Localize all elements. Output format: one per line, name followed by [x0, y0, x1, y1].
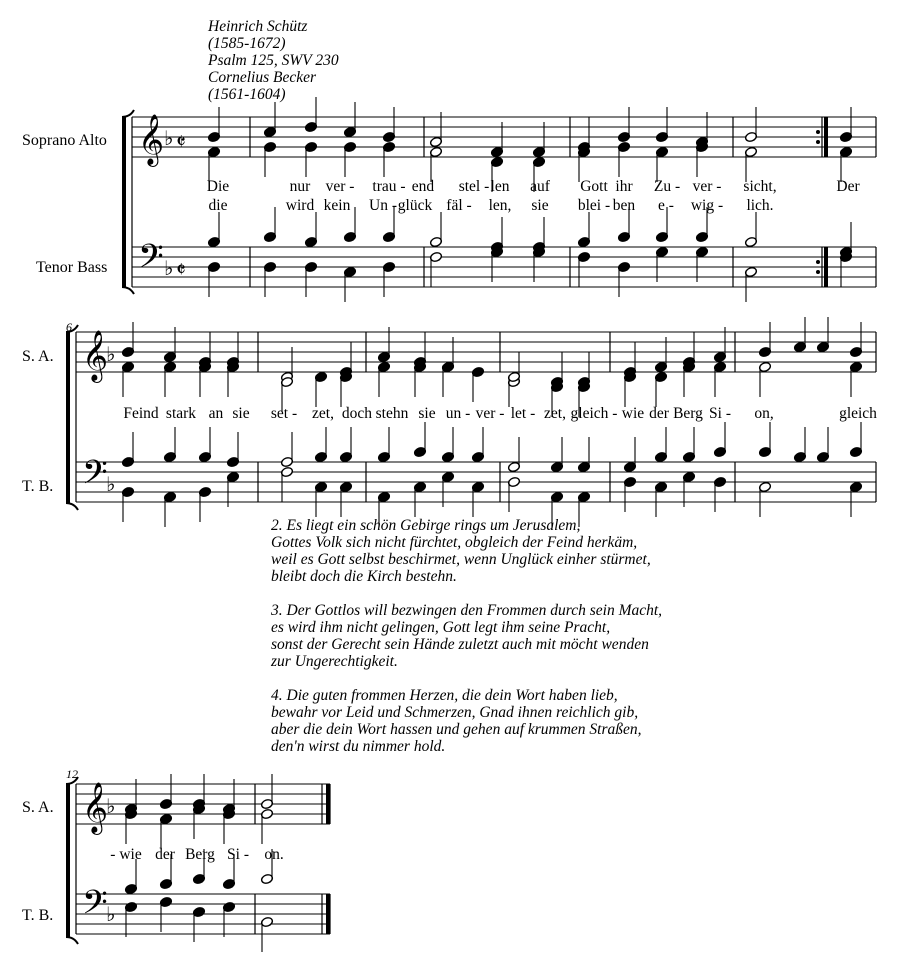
lyric-syllable: un -: [445, 405, 471, 422]
lyric-syllable: die: [208, 197, 228, 214]
lyric-syllable: len: [490, 178, 510, 195]
measure-number-12: 12: [66, 767, 78, 781]
verse-line: 4. Die guten frommen Herzen, die dein Wort haben lieb,: [271, 687, 618, 704]
lyric-syllable: wig -: [690, 197, 724, 214]
lyric-syllable: lich.: [746, 197, 774, 214]
svg-text:𝄞: 𝄞: [82, 782, 109, 833]
lyric-syllable: on.: [264, 846, 284, 863]
lyric-syllable: ben: [612, 197, 636, 214]
lyric-syllable: Zu -: [653, 178, 681, 195]
lyrics-line-2: [209, 197, 774, 214]
lyric-syllable: zet,: [312, 405, 334, 422]
lyric-syllable: gleich: [839, 405, 877, 422]
measure-number-6: 6: [66, 320, 72, 334]
svg-text:♭: ♭: [164, 256, 174, 280]
lyric-syllable: e -: [658, 197, 674, 214]
verse-line: weil es Gott selbst beschirmet, wenn Unglück einher stürmet,: [271, 551, 651, 568]
lyric-syllable: sicht,: [743, 178, 777, 195]
lyric-syllable: ver -: [325, 178, 355, 195]
verse-line: bleibt doch die Kirch bestehn.: [271, 568, 457, 585]
lyric-syllable: let -: [510, 405, 536, 422]
lyric-syllable: wird: [285, 197, 315, 214]
verse-line: Gottes Volk sich nicht fürchtet, obgleich der Feind herkäm,: [271, 534, 638, 551]
verse-2: [271, 517, 662, 585]
lyric-syllable: on,: [754, 405, 774, 422]
instrument-label-upper: Soprano Alto: [22, 132, 107, 149]
lyric-syllable: glück: [397, 197, 433, 214]
svg-text:𝄞: 𝄞: [82, 330, 109, 381]
verse-line: sonst der Gerecht sein Hände zuletzt auch mit möcht wenden: [271, 636, 649, 653]
svg-text:♭: ♭: [164, 126, 174, 150]
lyric-syllable: Si -: [227, 846, 249, 863]
lyric-syllable: Die: [206, 178, 230, 195]
lyricist-dates: (1561-1604): [208, 86, 286, 103]
instrument-label-upper-short: S. A.: [22, 348, 54, 365]
verses: [271, 517, 662, 772]
verse-line: 2. Es liegt ein schön Gebirge rings um Jerusalem,: [271, 517, 581, 534]
lyric-syllable: - wie: [110, 846, 142, 863]
lyric-syllable: end: [411, 178, 435, 195]
lyric-syllable: nur: [289, 178, 311, 195]
lyric-syllable: zet,: [544, 405, 566, 422]
verse-line: den'n wirst du nimmer hold.: [271, 738, 446, 755]
svg-text:♭: ♭: [106, 342, 116, 366]
lyric-syllable: gleich -: [570, 405, 618, 422]
lyrics-system-2: [123, 405, 877, 422]
svg-text:𝄢: 𝄢: [82, 884, 108, 930]
lyricist-name: Cornelius Becker: [208, 69, 317, 86]
lyric-syllable: ver -: [692, 178, 722, 195]
lyric-syllable: an: [208, 405, 224, 422]
cut-time-signature-icon: [176, 130, 186, 283]
lyric-syllable: ver -: [475, 405, 505, 422]
instrument-label-lower: Tenor Bass: [36, 259, 108, 276]
svg-text:𝄵: 𝄵: [176, 130, 186, 155]
lyric-syllable: stel -: [458, 178, 490, 195]
lyric-syllable: ihr: [615, 178, 633, 195]
lyric-syllable: Un -: [369, 197, 397, 214]
lyric-syllable: kein: [323, 197, 351, 214]
lyric-syllable: set -: [270, 405, 298, 422]
lyric-syllable: auf: [530, 178, 550, 195]
lyric-syllable: wie: [621, 405, 645, 422]
lyric-syllable: stehn: [375, 405, 409, 422]
lyric-syllable: sie: [232, 405, 250, 422]
lyrics-system-3: [110, 846, 283, 863]
lyric-syllable: Berg: [673, 405, 703, 422]
verse-line: 3. Der Gottlos will bezwingen den Frommen durch sein Macht,: [271, 602, 663, 619]
svg-text:♭: ♭: [106, 472, 116, 496]
lyric-syllable: trau -: [372, 178, 406, 195]
svg-text:𝄞: 𝄞: [138, 114, 165, 165]
instrument-label-lower-short-2: T. B.: [22, 907, 54, 924]
svg-text:𝄢: 𝄢: [82, 454, 108, 500]
lyric-syllable: Berg: [185, 846, 215, 863]
instrument-label-lower-short: T. B.: [22, 478, 54, 495]
lyric-syllable: doch: [341, 405, 373, 422]
lyric-syllable: der: [155, 846, 175, 863]
svg-text:𝄵: 𝄵: [176, 258, 186, 283]
verse-3: [271, 602, 662, 670]
lyric-syllable: Feind: [123, 405, 159, 422]
lyric-syllable: stark: [165, 405, 197, 422]
work-title: Psalm 125, SWV 230: [208, 52, 339, 69]
verse-4: [271, 687, 662, 755]
lyric-syllable: len,: [488, 197, 512, 214]
lyric-syllable: der: [649, 405, 669, 422]
verse-line: bewahr vor Leid und Schmerzen, Gnad ihnen reichlich gib,: [271, 704, 639, 721]
lyric-syllable: blei -: [577, 197, 611, 214]
svg-text:♭: ♭: [106, 794, 116, 818]
lyric-syllable: sie: [531, 197, 549, 214]
lyrics-line-1: [207, 178, 861, 195]
lyric-syllable: sie: [418, 405, 436, 422]
lyric-syllable: fäl -: [446, 197, 472, 214]
composer-name: Heinrich Schütz: [208, 18, 308, 35]
svg-text:𝄢: 𝄢: [138, 238, 164, 284]
verse-line: zur Ungerechtigkeit.: [271, 653, 398, 670]
composer-dates: (1585-1672): [208, 35, 286, 52]
verse-line: es wird ihm nicht gelingen, Gott legt ihm seine Pracht,: [271, 619, 611, 636]
lyric-syllable: Gott: [580, 178, 608, 195]
lyric-syllable: Der: [836, 178, 860, 195]
verse-line: aber die dein Wort hassen und gehen auf krummen Straßen,: [271, 721, 642, 738]
svg-text:♭: ♭: [106, 902, 116, 926]
instrument-label-upper-short-2: S. A.: [22, 799, 54, 816]
lyric-syllable: Si -: [709, 405, 731, 422]
